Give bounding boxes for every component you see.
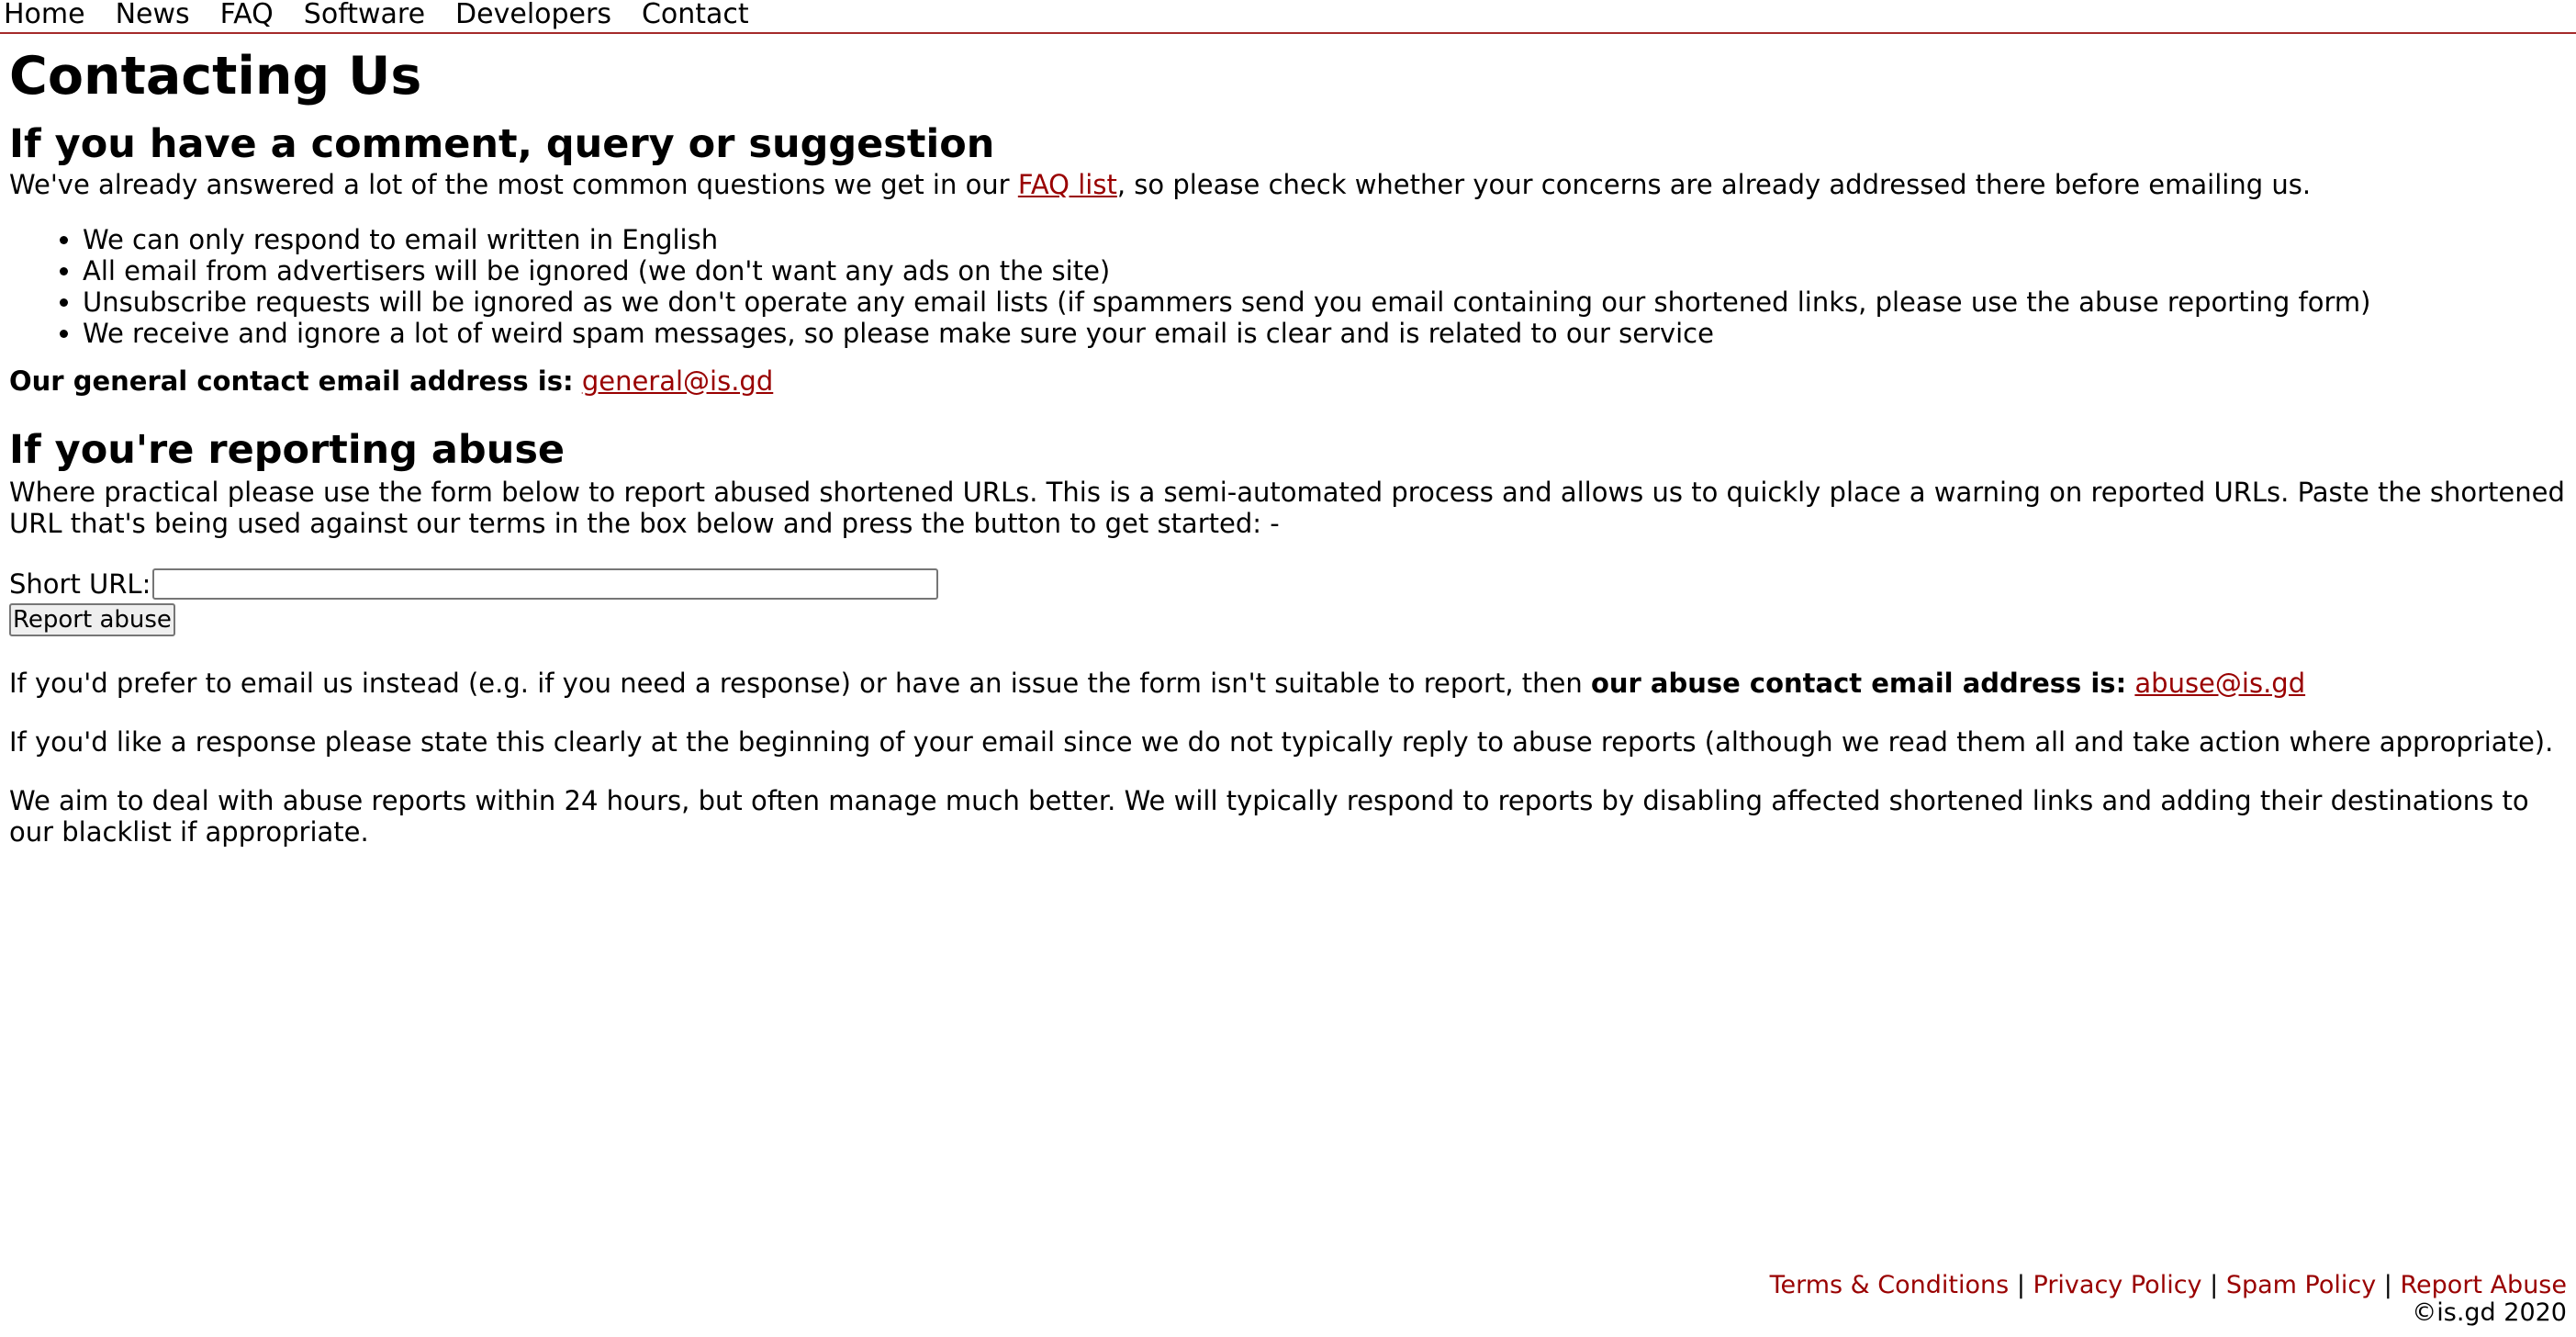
nav-news[interactable]: News bbox=[115, 0, 190, 30]
abuse-email-paragraph bbox=[9, 668, 2567, 699]
general-contact-label: Our general contact email address is: bbox=[9, 365, 574, 397]
timing-note-paragraph: We aim to deal with abuse reports within 24 hours, but often manage much better. We will typically respond to reports by disabling affected shortened links and adding their destinations to our blacklist if appropriate. bbox=[9, 784, 2529, 848]
report-abuse-link[interactable]: Report Abuse bbox=[2400, 1271, 2567, 1299]
page-title: Contacting Us bbox=[9, 46, 422, 107]
footer-separator: | bbox=[2383, 1271, 2392, 1299]
short-url-input[interactable] bbox=[152, 568, 938, 600]
abuse-section-heading: If you're reporting abuse bbox=[9, 426, 566, 473]
abuse-email-link[interactable]: abuse@is.gd bbox=[2134, 667, 2306, 699]
footer-separator: | bbox=[2016, 1271, 2025, 1299]
list-item: • We receive and ignore a lot of weird spam messages, so please make sure your email is clear and is related to our service bbox=[83, 318, 2567, 349]
terms-link[interactable]: Terms & Conditions bbox=[1769, 1271, 2010, 1299]
abuse-intro-paragraph: Where practical please use the form below to report abused shortened URLs. This is a semi-automated process and allows us to quickly place a warning on reported URLs. Paste the shortened URL that's being used against our terms in the box below and press the button to get started: - bbox=[9, 476, 2565, 539]
abuse-email-label: our abuse contact email address is: bbox=[1590, 667, 2127, 699]
spam-policy-link[interactable]: Spam Policy bbox=[2225, 1271, 2377, 1299]
nav-contact[interactable]: Contact bbox=[641, 0, 749, 30]
general-contact-line bbox=[9, 365, 2567, 397]
top-nav bbox=[0, 0, 2576, 34]
faq-list-link[interactable]: FAQ list bbox=[1017, 168, 1117, 200]
nav-home[interactable]: Home bbox=[4, 0, 85, 30]
abuse-email-before: If you'd prefer to email us instead (e.g. if you need a response) or have an issue the form isn't suitable to report, then bbox=[9, 667, 1591, 699]
footer-links bbox=[1770, 1272, 2567, 1299]
response-note-paragraph: If you'd like a response please state this clearly at the beginning of your email since we do not typically reply to abuse reports (although we read them all and take action where appropriate). bbox=[9, 725, 2554, 758]
faq-intro-paragraph bbox=[9, 169, 2567, 200]
nav-software[interactable]: Software bbox=[303, 0, 426, 30]
abuse-report-form bbox=[9, 568, 2567, 636]
copyright: ©is.gd 2020 bbox=[2412, 1298, 2567, 1327]
list-item: • Unsubscribe requests will be ignored as we don't operate any email lists (if spammers send you email containing our shortened links, please use the abuse reporting form) bbox=[83, 286, 2567, 318]
faq-intro-after: , so please check whether your concerns are already addressed there before emailing us. bbox=[1116, 168, 2312, 200]
list-item: • All email from advertisers will be ignored (we don't want any ads on the site) bbox=[83, 255, 2567, 286]
general-email-link[interactable]: general@is.gd bbox=[581, 365, 774, 397]
guidelines-list bbox=[9, 224, 2567, 349]
short-url-label: Short URL: bbox=[9, 567, 151, 600]
faq-intro-before: We've already answered a lot of the most common questions we get in our bbox=[9, 168, 1018, 200]
main-content bbox=[0, 45, 2576, 848]
footer bbox=[1770, 1272, 2567, 1327]
comment-section-heading: If you have a comment, query or suggestion bbox=[9, 121, 995, 168]
footer-separator: | bbox=[2210, 1271, 2219, 1299]
report-abuse-button[interactable]: Report abuse bbox=[9, 603, 175, 636]
nav-faq[interactable]: FAQ bbox=[219, 0, 274, 30]
list-item: • We can only respond to email written in English bbox=[83, 224, 2567, 255]
short-url-row bbox=[9, 568, 2567, 600]
nav-developers[interactable]: Developers bbox=[455, 0, 611, 30]
privacy-policy-link[interactable]: Privacy Policy bbox=[2033, 1271, 2202, 1299]
